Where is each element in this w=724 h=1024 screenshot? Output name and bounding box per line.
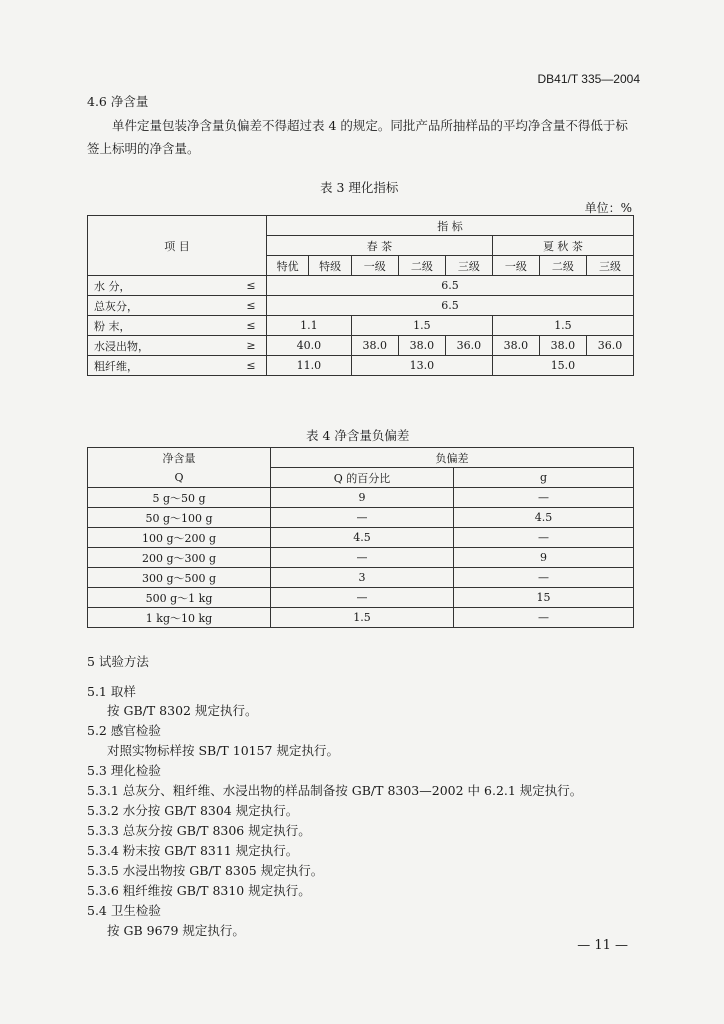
value-cell: 13.0 bbox=[351, 356, 492, 376]
value-cell: 6.5 bbox=[266, 296, 633, 316]
section-5-3-1: 5.3.1 总灰分、粗纤维、水浸出物的样品制备按 GB/T 8303—2002 中 6.2.1 规定执行。 bbox=[87, 783, 583, 798]
g-cell: — bbox=[454, 608, 634, 628]
pct-cell: — bbox=[271, 548, 454, 568]
section-4-6-text-line2: 签上标明的净含量。 bbox=[87, 141, 200, 156]
section-5-3-heading: 5.3 理化检验 bbox=[87, 763, 161, 778]
page-number: — 11 — bbox=[577, 938, 628, 953]
value-cell: 1.5 bbox=[492, 316, 633, 336]
grade-cell: 三级 bbox=[586, 256, 633, 276]
table3-index-header: 指 标 bbox=[266, 216, 633, 236]
pct-cell: 9 bbox=[271, 488, 454, 508]
value-cell: 6.5 bbox=[266, 276, 633, 296]
value-cell: 36.0 bbox=[586, 336, 633, 356]
table4-deviation-header: 负偏差 bbox=[271, 448, 634, 468]
table-row bbox=[88, 608, 634, 628]
range-cell: 5 g～50 g bbox=[88, 488, 271, 508]
table4-col1-symbol: Q bbox=[88, 468, 271, 488]
pct-cell: 3 bbox=[271, 568, 454, 588]
table4-col1-header: 净含量 bbox=[88, 448, 271, 468]
table4-pct-header: Q 的百分比 bbox=[271, 468, 454, 488]
row-symbol: ≤ bbox=[236, 296, 267, 316]
row-symbol: ≤ bbox=[236, 276, 267, 296]
section-5-3-5: 5.3.5 水浸出物按 GB/T 8305 规定执行。 bbox=[87, 863, 324, 878]
table3-caption: 表 3 理化指标 bbox=[320, 180, 399, 195]
table-row bbox=[88, 528, 634, 548]
table3-physicochemical bbox=[87, 215, 634, 376]
grade-cell: 三级 bbox=[445, 256, 492, 276]
section-5-3-6: 5.3.6 粗纤维按 GB/T 8310 规定执行。 bbox=[87, 883, 311, 898]
g-cell: 9 bbox=[454, 548, 634, 568]
table-row bbox=[88, 508, 634, 528]
row-name: 总灰分， bbox=[88, 296, 236, 316]
section-5-3-2: 5.3.2 水分按 GB/T 8304 规定执行。 bbox=[87, 803, 299, 818]
section-5-1-heading: 5.1 取样 bbox=[87, 684, 136, 699]
value-cell: 40.0 bbox=[266, 336, 351, 356]
section-5-2-text: 对照实物标样按 SB/T 10157 规定执行。 bbox=[107, 743, 339, 758]
pct-cell: 4.5 bbox=[271, 528, 454, 548]
document-number: DB41/T 335—2004 bbox=[537, 72, 640, 86]
row-name: 水浸出物， bbox=[88, 336, 236, 356]
section-5-4-heading: 5.4 卫生检验 bbox=[87, 903, 161, 918]
value-cell: 11.0 bbox=[266, 356, 351, 376]
g-cell: 15 bbox=[454, 588, 634, 608]
range-cell: 100 g～200 g bbox=[88, 528, 271, 548]
table-row bbox=[88, 296, 634, 316]
table-row bbox=[88, 356, 634, 376]
value-cell: 15.0 bbox=[492, 356, 633, 376]
g-cell: 4.5 bbox=[454, 508, 634, 528]
section-5-3-3: 5.3.3 总灰分按 GB/T 8306 规定执行。 bbox=[87, 823, 311, 838]
value-cell: 1.1 bbox=[266, 316, 351, 336]
grade-cell: 特优 bbox=[266, 256, 308, 276]
table3-item-header: 项 目 bbox=[88, 216, 267, 276]
value-cell: 38.0 bbox=[539, 336, 586, 356]
range-cell: 500 g～1 kg bbox=[88, 588, 271, 608]
row-name: 水 分， bbox=[88, 276, 236, 296]
g-cell: — bbox=[454, 528, 634, 548]
value-cell: 1.5 bbox=[351, 316, 492, 336]
row-name: 粉 末， bbox=[88, 316, 236, 336]
range-cell: 300 g～500 g bbox=[88, 568, 271, 588]
table-row bbox=[88, 276, 634, 296]
pct-cell: — bbox=[271, 508, 454, 528]
value-cell: 38.0 bbox=[351, 336, 398, 356]
section-5-2-heading: 5.2 感官检验 bbox=[87, 723, 161, 738]
section-4-6-heading: 4.6 净含量 bbox=[87, 94, 149, 109]
table3-spring-header: 春 茶 bbox=[266, 236, 492, 256]
grade-cell: 特级 bbox=[309, 256, 351, 276]
grade-cell: 二级 bbox=[398, 256, 445, 276]
value-cell: 38.0 bbox=[398, 336, 445, 356]
table-row bbox=[88, 568, 634, 588]
table4-caption: 表 4 净含量负偏差 bbox=[306, 428, 410, 443]
table-row bbox=[88, 548, 634, 568]
section-5-3-4: 5.3.4 粉末按 GB/T 8311 规定执行。 bbox=[87, 843, 299, 858]
section-4-6-text-line1: 单件定量包装净含量负偏差不得超过表 4 的规定。同批产品所抽样品的平均净含量不得低于标 bbox=[112, 118, 628, 133]
table-row bbox=[88, 588, 634, 608]
pct-cell: — bbox=[271, 588, 454, 608]
section-5-1-text: 按 GB/T 8302 规定执行。 bbox=[107, 703, 258, 718]
value-cell: 36.0 bbox=[445, 336, 492, 356]
range-cell: 50 g～100 g bbox=[88, 508, 271, 528]
table4-net-content-deviation bbox=[87, 447, 634, 628]
table-row bbox=[88, 488, 634, 508]
range-cell: 1 kg～10 kg bbox=[88, 608, 271, 628]
table3-summer-header: 夏 秋 茶 bbox=[492, 236, 633, 256]
grade-cell: 一级 bbox=[492, 256, 539, 276]
g-cell: — bbox=[454, 568, 634, 588]
table4-g-header: g bbox=[454, 468, 634, 488]
table3-unit: 单位：% bbox=[584, 201, 632, 215]
row-symbol: ≤ bbox=[236, 356, 267, 376]
row-symbol: ≥ bbox=[236, 336, 267, 356]
row-symbol: ≤ bbox=[236, 316, 267, 336]
value-cell: 38.0 bbox=[492, 336, 539, 356]
section-5-heading: 5 试验方法 bbox=[87, 654, 149, 669]
table-row bbox=[88, 316, 634, 336]
table-row bbox=[88, 336, 634, 356]
g-cell: — bbox=[454, 488, 634, 508]
grade-cell: 二级 bbox=[539, 256, 586, 276]
pct-cell: 1.5 bbox=[271, 608, 454, 628]
section-5-4-text: 按 GB 9679 规定执行。 bbox=[107, 923, 245, 938]
row-name: 粗纤维， bbox=[88, 356, 236, 376]
range-cell: 200 g～300 g bbox=[88, 548, 271, 568]
grade-cell: 一级 bbox=[351, 256, 398, 276]
